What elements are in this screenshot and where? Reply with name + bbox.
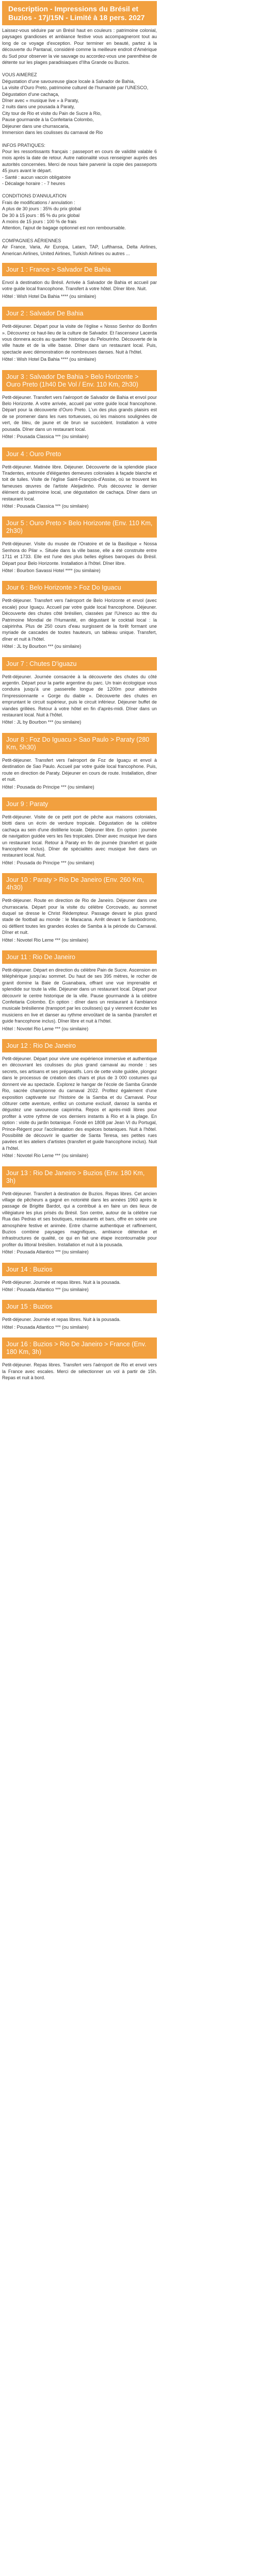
- cancellation-paragraph: CONDITIONS D'ANNULATION Frais de modifications / annulation : A plus de 30 jours : 35% du prix global De 30 à 15 jours : 85 % du prix global A moins de 15 jours : 100 % de frais Attention, l'ajout de bagage optionnel est non remboursable.: [2, 193, 126, 231]
- day-7-description: [2, 674, 157, 726]
- day-16-header: Jour 16 : Buzios > Rio De Janeiro > France (Env. 180 Km, 3h): [2, 1337, 157, 1359]
- day-3-header: Jour 3 : Salvador De Bahia > Belo Horizonte > Ouro Preto (1h40 De Vol / Env. 110 Km, 2h30): [2, 370, 157, 391]
- day-4-text: Petit-déjeuner. Matinée libre. Déjeuner. Découverte de la splendide place Tiradentes, entourée d'élégantes demeures coloniales à façade blanche et toit de tuiles. Visite de l'église Saint-François-d'Assise, où se trouvent les fameuses œuvres de l'artiste Aleijadinho. Puis découvrez le dernier élément du patrimoine local, une dégustation de cachaça. Dîner dans un restaurant local.: [2, 464, 157, 501]
- day-8-header: Jour 8 : Foz Do Iguacu > Sao Paulo > Paraty (280 Km, 5h30): [2, 733, 157, 754]
- day-16-text: Petit-déjeuner. Repas libres. Transfert vers l'aéroport de Rio et envol vers la France avec escales. Merci de sélectionner un vol à partir de 15h. Repas et nuit à bord.: [2, 1362, 157, 1381]
- day-4-header: Jour 4 : Ouro Preto: [2, 447, 157, 461]
- day-10-description: [2, 897, 157, 943]
- day-11-header: Jour 11 : Rio De Janeiro: [2, 950, 157, 964]
- day-3-description: [2, 394, 157, 440]
- day-6-text: Petit-déjeuner. Transfert vers l'aéroport de Belo Horizonte et envol (avec escale) pour Iguaçu. Accueil par votre guide local francophone. Déjeuner. Découverte des chutes côté brésilien, classées par l'Unesco au titre du Patrimoine Mondial de l'Humanité, en dégustant le cocktail local : la caipirinha. Plus de 250 cours d'eau surgissent de la forêt formant une myriade de cascades de toutes hauteurs, un tableau unique. Transfert, dîner et nuit à l'hôtel.: [2, 598, 157, 642]
- day-14-header: Jour 14 : Buzios: [2, 1263, 157, 1276]
- day-11-text: Petit-déjeuner. Départ en direction du célèbre Pain de Sucre. Ascension en téléphérique jusqu'au sommet. Du haut de ses 395 mètres, le rocher de granit domine la Baie de Guanabara, offrant une vue imprenable et splendide sur toute la ville. Déjeuner dans un restaurant local. Départ pour découvrir le centre historique de la ville. Pause gourmande à la célèbre Confeitaria Colombo. En option : dîner dans un restaurant à l'ambiance musicale brésilienne (transport par les coulisses) qui y viennent écouter les musiciens en live et danser au rythme envoûtant de la samba (transfert et guide francophone inclus). Dîner libre et nuit à l'hôtel.: [2, 967, 157, 1024]
- airlines-paragraph: COMPAGNIES AÉRIENNES Air France, Varia, Air Europa, Latam, TAP, Lufthansa, Delta Airlines, American Airlines, United Airlines, Turkish Airlines ou autres ...: [2, 238, 157, 256]
- day-10-hotel: Hôtel : Novotel Rio Leme *** (ou similaire): [2, 937, 89, 943]
- day-5-hotel: Hôtel : Bourbon Savassi Hotel **** (ou similaire): [2, 567, 101, 573]
- day-15-description: [2, 1316, 157, 1330]
- day-2-header: Jour 2 : Salvador De Bahia: [2, 307, 157, 320]
- day-6-header: Jour 6 : Belo Horizonte > Foz Do Iguacu: [2, 581, 157, 594]
- day-1-text: Envol à destination du Brésil. Arrivée à Salvador de Bahia et accueil par votre guide local francophone. Transfert à votre hôtel. Dîner libre. Nuit.: [2, 280, 157, 292]
- day-14-description: [2, 1279, 157, 1293]
- day-2-text: Petit-déjeuner. Départ pour la visite de l'église « Nosso Senhor do Bonfim ». Découvrez ce haut-lieu de la culture de Salvador. Et l'ascenseur Lacerda vous donnera accès au quartier historique du Pelourinho. Découverte de la ville haute et de la ville basse. Dîner dans un restaurant local. Puis, spectacle avec démonstration de nombreuses danses. Nuit à l'hôtel.: [2, 324, 157, 355]
- day-12-hotel: Hôtel : Novotel Rio Leme *** (ou similaire): [2, 1153, 89, 1159]
- day-9-text: Petit-déjeuner. Visite de ce petit port de pêche aux maisons coloniales, blotti dans un écrin de verdure tropicale. Dégustation de la célèbre cachaça au sein d'une distillerie locale. Déjeuner libre. En option : journée de navigation guidée vers les îles tropicales. Dîner avec musique live dans un restaurant local. Retour à Paraty en fin de journée (transfert et guide francophone inclus). Dîner de spécialités avec musique live dans un restaurant local. Nuit.: [2, 814, 157, 858]
- day-2-hotel: Hôtel : Wish Hotel Da Bahia **** (ou similaire): [2, 357, 96, 362]
- day-9-hotel: Hôtel : Pousada do Principe *** (ou similaire): [2, 860, 94, 865]
- itinerary: [2, 263, 157, 1381]
- day-13-text: Petit-déjeuner. Transfert à destination de Buzios. Repas libres. Cet ancien village de pêcheurs a gagné en notoriété dans les années 1960 après le passage de Brigitte Bardot, qui a contribué à en faire un des lieux de villégiature les plus prisés du Brésil. Son centre, autour de la célèbre rue Rua das Pedras et ses boutiques, restaurants et bars, offre en soirée une atmosphère festive et animée. Entre charme authentique et raffinement, Buzios combine paysages magnifiques, ambiance détendue et infrastructures de qualité, ce qui en fait une étape incontournable pour profiter du littoral brésilien. Installation et nuit à la pousada.: [2, 1191, 157, 1247]
- day-2-description: [2, 323, 157, 362]
- intro-section: [2, 27, 157, 257]
- day-16-description: [2, 1362, 157, 1381]
- day-15-hotel: Hôtel : Pousada Atlantico *** (ou similaire): [2, 1324, 89, 1330]
- day-7-text: Petit-déjeuner. Journée consacrée à la découverte des chutes du côté argentin. Départ pour la partie argentine du parc. Un train écologique vous conduira jusqu'à une passerelle longue de 1200m pour atteindre l'impressionnante « Gorge du diable ». Découverte des chutes en empruntant le circuit supérieur, puis le circuit inférieur. Déjeuner buffet de viandes grillées. Retour à votre hôtel en fin d'après-midi. Dîner dans un restaurant local. Nuit à l'hôtel.: [2, 674, 157, 718]
- day-10-header: Jour 10 : Paraty > Rio De Janeiro (Env. 260 Km, 4h30): [2, 873, 157, 894]
- day-13-description: [2, 1191, 157, 1256]
- day-15-header: Jour 15 : Buzios: [2, 1300, 157, 1313]
- day-13-header: Jour 13 : Rio De Janeiro > Buzios (Env. 180 Km, 3h): [2, 1166, 157, 1187]
- day-8-text: Petit-déjeuner. Transfert vers l'aéroport de Foz de Iguaçu et envol à destination de Sao Paulo. Accueil par votre guide local francophone. Puis, route en direction de Paraty. Déjeuner en cours de route. Installation, dîner et nuit.: [2, 757, 157, 782]
- day-4-hotel: Hôtel : Pousada Classica *** (ou similaire): [2, 503, 89, 509]
- day-15-text: Petit-déjeuner. Journée et repas libres. Nuit à la pousada.: [2, 1317, 121, 1323]
- day-7-header: Jour 7 : Chutes D'iguazu: [2, 657, 157, 671]
- day-4-description: [2, 464, 157, 510]
- day-6-description: [2, 597, 157, 649]
- day-8-description: [2, 757, 157, 790]
- day-1-header: Jour 1 : France > Salvador De Bahia: [2, 263, 157, 276]
- day-5-text: Petit-déjeuner. Visite du musée de l'Oratoire et de la Basilique « Nossa Senhora do Pilar ». Située dans la ville basse, elle a été construite entre 1711 et 1733. Elle est l'une des plus belles églises baroques du Brésil. Départ pour Belo Horizonte. Installation à l'hôtel. Dîner libre.: [2, 541, 157, 566]
- day-1-hotel: Hôtel : Wish Hotel Da Bahia **** (ou similaire): [2, 293, 96, 299]
- day-14-text: Petit-déjeuner. Journée et repas libres. Nuit à la pousada.: [2, 1279, 121, 1285]
- day-12-header: Jour 12 : Rio De Janeiro: [2, 1039, 157, 1052]
- page-title: Description - Impressions du Brésil et Buzios - 17j/15N - Limité à 18 pers. 2027: [2, 1, 157, 25]
- day-12-text: Petit-déjeuner. Départ pour vivre une expérience immersive et authentique en découvrant les coulisses du plus grand carnaval au monde : ses secrets, ses artisans et ses préparatifs. Lors de cette visite guidée, plongez dans le processus de création des chars et plus de 3 000 costumes qui donnent vie au spectacle. Explorez le hangar de l'école de Samba Grande Rio, sacrée championne du carnaval 2022. Profitez également d'une exposition captivante sur l'histoire de la Samba et du Carnaval. Pour clôturer cette aventure, enfilez un costume exclusif, dansez la samba et dégustez une savoureuse caipirinha. Repos et après-midi libres pour profiter à votre rythme de vos derniers instants à Rio et à la plage. En option : visite du jardin botanique. Fondé en 1808 par Jean VI du Portugal, Prince-Régent pour l'acclimatation des espèces botaniques. Nuit à l'hôtel. Possibilité de découvrir le quartier de Santa Teresa, ses petites rues pavées et les ateliers d'artistes (transfert et guide francophone inclus). Nuit à l'hôtel.: [2, 1056, 157, 1151]
- day-11-description: [2, 967, 157, 1032]
- content-column: [0, 0, 157, 1381]
- day-14-hotel: Hôtel : Pousada Atlantico *** (ou similaire): [2, 1287, 89, 1293]
- day-9-description: [2, 814, 157, 866]
- day-5-header: Jour 5 : Ouro Preto > Belo Horizonte (Env. 110 Km, 2h30): [2, 516, 157, 538]
- day-1-description: [2, 279, 157, 299]
- day-7-hotel: Hôtel : JL by Bourbon *** (ou similaire): [2, 720, 82, 725]
- day-13-hotel: Hôtel : Pousada Atlantico *** (ou similaire): [2, 1249, 89, 1255]
- day-6-hotel: Hôtel : JL by Bourbon *** (ou similaire): [2, 644, 82, 649]
- practical-info-paragraph: INFOS PRATIQUES: Pour les ressortissants français : passeport en cours de validité valable 6 mois après la date de retour. Autre nationalité vous renseigner auprès des autorités concernées. Merci de nous faire parvenir la copie des passeports 45 jours avant le départ. - Santé : aucun vaccin obligatoire - Décalage horaire : - 7 heures: [2, 142, 157, 186]
- day-9-header: Jour 9 : Paraty: [2, 797, 157, 811]
- highlights-paragraph: VOUS AIMEREZ Dégustation d'une savoureuse glace locale à Salvador de Bahia, La visite d'Ouro Preto, patrimoine culturel de l'humanité par l'UNESCO, Dégustation d'une cachaça, Dîner avec « musique live » à Paraty, 2 nuits dans une pousada à Paraty, City tour de Rio et visite du Pain de Sucre à Rio, Pause gourmande à la Confeitaria Colombo, Déjeuner dans une churrascaria, Immersion dans les coulisses du carnaval de Rio: [2, 72, 149, 136]
- day-12-description: [2, 1056, 157, 1159]
- day-5-description: [2, 541, 157, 574]
- intro-paragraph: Laissez-vous séduire par un Brésil haut en couleurs : patrimoine colonial, paysages grandioses et ambiance festive vous accompagneront tout au long de ce voyage d'exception. Pour terminer en beauté, partez à la découverte du Pantanal, considéré comme la meilleure endroit d'Amérique du Sud pour observer la vie sauvage ou accordez-vous une parenthèse de détente sur les plages paradisiaques d'Ilha Grande ou Buzios.: [2, 28, 157, 65]
- day-3-text: Petit-déjeuner. Transfert vers l'aéroport de Salvador de Bahia et envol pour Belo Horizonte. A votre arrivée, accueil par votre guide local francophone. Départ pour la découverte d'Ouro Preto. L'un des plus grands plaisirs est de se promener dans les rues tortueuses, où les maisons soulignées de vert, de bleu, de jaune et de brun se succèdent. Installation à votre pousada. Dîner dans un restaurant local.: [2, 394, 157, 432]
- day-3-hotel: Hôtel : Pousada Classica *** (ou similaire): [2, 434, 89, 440]
- day-8-hotel: Hôtel : Pousada do Principe *** (ou similaire): [2, 784, 94, 790]
- day-11-hotel: Hôtel : Novotel Rio Leme *** (ou similaire): [2, 1026, 89, 1031]
- day-10-text: Petit-déjeuner. Route en direction de Rio de Janeiro. Déjeuner dans une churrascaria. Départ pour la visite du célèbre Corcovado, au sommet duquel se dresse le Christ Rédempteur. Passage devant le plus grand stade de football au monde : le Maracana. Arrêt devant le Sambodromo, où défilent toutes les grandes écoles de Samba à la période du Carnaval. Dîner et nuit.: [2, 898, 157, 935]
